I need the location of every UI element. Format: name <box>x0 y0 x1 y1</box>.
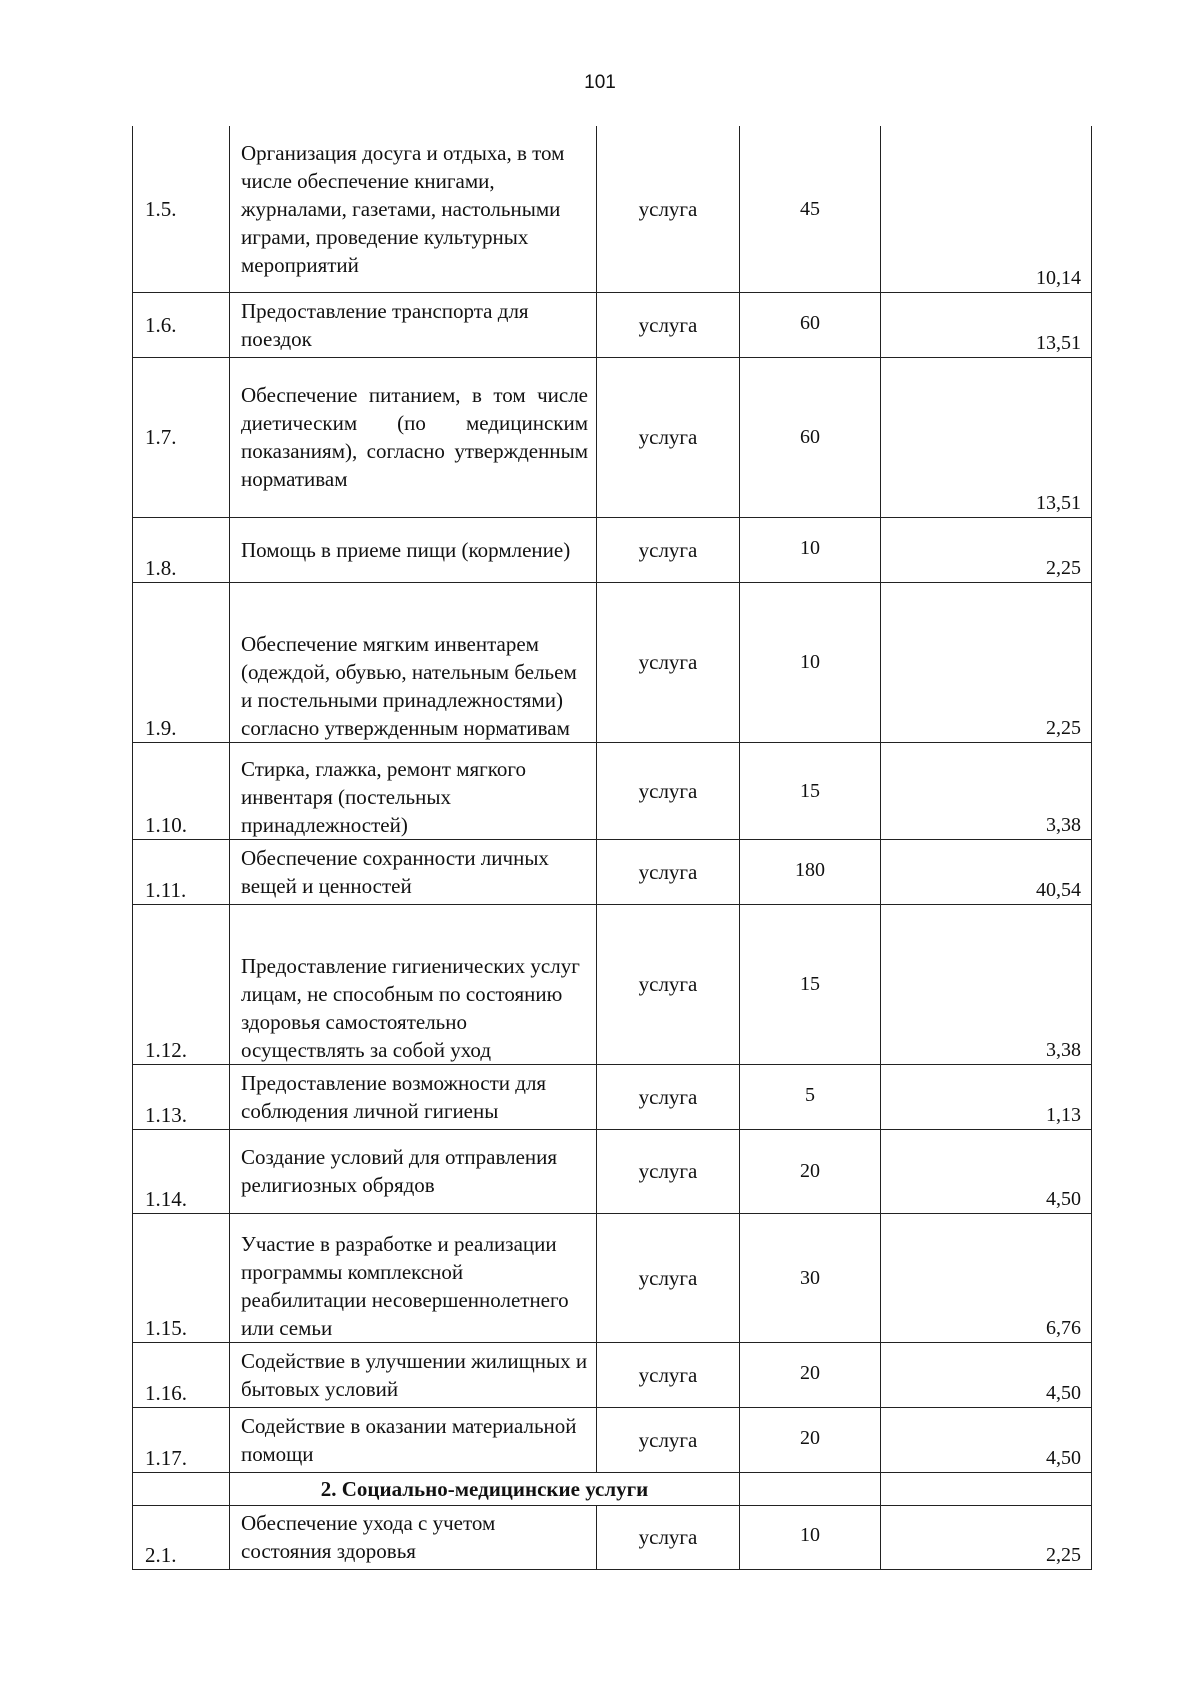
section-row <box>133 1472 1092 1505</box>
time-norm-cell <box>740 517 881 582</box>
unit-cell: услуга <box>597 1342 740 1407</box>
price-cell: 3,38 <box>881 742 1092 839</box>
service-name: Содействие в оказании материальной помощи <box>230 1407 597 1472</box>
row-number: 1.17. <box>133 1407 230 1472</box>
unit-cell: услуга <box>597 839 740 904</box>
price-cell: 3,38 <box>881 904 1092 1064</box>
time-norm-cell <box>740 357 881 517</box>
service-name: Участие в разработке и реализации программы комплексной реабилитации несовершеннолетнего или семьи <box>230 1213 597 1342</box>
row-number: 1.11. <box>133 839 230 904</box>
services-table <box>132 126 1092 1570</box>
unit-cell: услуга <box>597 1213 740 1342</box>
unit-cell: услуга <box>597 904 740 1064</box>
time-value: 10 <box>800 651 820 673</box>
unit-cell: услуга <box>597 1505 740 1569</box>
time-value: 20 <box>800 1426 820 1449</box>
service-name: Организация досуга и отдыха, в том числе обеспечение книгами, журналами, газетами, настольными играми, проведение культурных мероприятий <box>230 126 597 292</box>
page-number: 101 <box>584 72 616 93</box>
price-cell: 2,25 <box>881 582 1092 742</box>
service-name: Создание условий для отправления религиозных обрядов <box>230 1129 597 1213</box>
row-number: 1.15. <box>133 1213 230 1342</box>
table-row <box>133 292 1092 357</box>
time-value: 5 <box>805 1083 815 1106</box>
time-value: 15 <box>800 779 820 802</box>
service-name: Предоставление транспорта для поездок <box>230 292 597 357</box>
service-name: Предоставление гигиенических услуг лицам, не способным по состоянию здоровья самостоятельно осуществлять за собой уход <box>230 904 597 1064</box>
time-norm-cell <box>740 1064 881 1129</box>
service-name: Обеспечение питанием, в том числе диетическим (по медицинским показаниям), согласно утвержденным нормативам <box>230 357 597 517</box>
table-row <box>133 839 1092 904</box>
time-value: 10 <box>800 536 820 559</box>
row-number: 1.7. <box>133 357 230 517</box>
price-cell: 6,76 <box>881 1213 1092 1342</box>
price-cell: 13,51 <box>881 357 1092 517</box>
time-value: 30 <box>800 1266 820 1289</box>
time-norm-cell <box>740 1129 881 1213</box>
service-name: Предоставление возможности для соблюдения личной гигиены <box>230 1064 597 1129</box>
service-name: Стирка, глажка, ремонт мягкого инвентаря (постельных принадлежностей) <box>230 742 597 839</box>
unit-cell: услуга <box>597 582 740 742</box>
table-row <box>133 1505 1092 1569</box>
table-row <box>133 904 1092 1064</box>
table-row <box>133 1407 1092 1472</box>
time-norm-cell <box>740 839 881 904</box>
price-cell: 2,25 <box>881 517 1092 582</box>
price-cell: 4,50 <box>881 1342 1092 1407</box>
price-cell: 2,25 <box>881 1505 1092 1569</box>
time-value: 60 <box>800 311 820 334</box>
unit-cell: услуга <box>597 1129 740 1213</box>
price-cell: 13,51 <box>881 292 1092 357</box>
unit-cell: услуга <box>597 742 740 839</box>
time-norm-cell <box>740 742 881 839</box>
row-number: 1.9. <box>133 582 230 742</box>
row-number: 1.5. <box>133 126 230 292</box>
service-name: Обеспечение сохранности личных вещей и ценностей <box>230 839 597 904</box>
service-name: Помощь в приеме пищи (кормление) <box>230 517 597 582</box>
section-num-cell <box>133 1472 230 1505</box>
time-norm-cell <box>740 904 881 1064</box>
table-row <box>133 517 1092 582</box>
table-row <box>133 742 1092 839</box>
row-number: 2.1. <box>133 1505 230 1569</box>
time-norm-cell <box>740 126 881 292</box>
price-cell: 1,13 <box>881 1064 1092 1129</box>
time-value: 20 <box>800 1160 820 1182</box>
unit-cell: услуга <box>597 1064 740 1129</box>
table-row <box>133 1213 1092 1342</box>
time-value: 15 <box>800 973 820 995</box>
price-cell: 40,54 <box>881 839 1092 904</box>
section-title: 2. Социально-медицинские услуги <box>230 1472 740 1505</box>
row-number: 1.6. <box>133 292 230 357</box>
price-cell: 4,50 <box>881 1129 1092 1213</box>
row-number: 1.10. <box>133 742 230 839</box>
unit-cell: услуга <box>597 517 740 582</box>
time-norm-cell <box>740 1213 881 1342</box>
row-number: 1.13. <box>133 1064 230 1129</box>
table-row <box>133 1129 1092 1213</box>
price-cell: 4,50 <box>881 1407 1092 1472</box>
time-value: 20 <box>800 1361 820 1384</box>
section-empty-cell <box>881 1472 1092 1505</box>
table-row <box>133 126 1092 292</box>
table-row <box>133 1064 1092 1129</box>
time-value: 10 <box>800 1524 820 1546</box>
service-name: Содействие в улучшении жилищных и бытовых условий <box>230 1342 597 1407</box>
time-value: 60 <box>800 426 820 448</box>
table-row <box>133 582 1092 742</box>
time-norm-cell <box>740 292 881 357</box>
row-number: 1.12. <box>133 904 230 1064</box>
table-row <box>133 1342 1092 1407</box>
unit-cell: услуга <box>597 292 740 357</box>
time-value: 180 <box>795 858 825 881</box>
service-name: Обеспечение ухода с учетом состояния здоровья <box>230 1505 597 1569</box>
time-norm-cell <box>740 1505 881 1569</box>
time-norm-cell <box>740 1407 881 1472</box>
table-row <box>133 357 1092 517</box>
row-number: 1.14. <box>133 1129 230 1213</box>
price-cell: 10,14 <box>881 126 1092 292</box>
section-empty-cell <box>740 1472 881 1505</box>
unit-cell: услуга <box>597 1407 740 1472</box>
row-number: 1.16. <box>133 1342 230 1407</box>
row-number: 1.8. <box>133 517 230 582</box>
unit-cell: услуга <box>597 357 740 517</box>
time-norm-cell <box>740 1342 881 1407</box>
service-name: Обеспечение мягким инвентарем (одеждой, обувью, нательным бельем и постельными принадлежностями) согласно утвержденным нормативам <box>230 582 597 742</box>
unit-cell: услуга <box>597 126 740 292</box>
time-value: 45 <box>800 197 820 220</box>
time-norm-cell <box>740 582 881 742</box>
